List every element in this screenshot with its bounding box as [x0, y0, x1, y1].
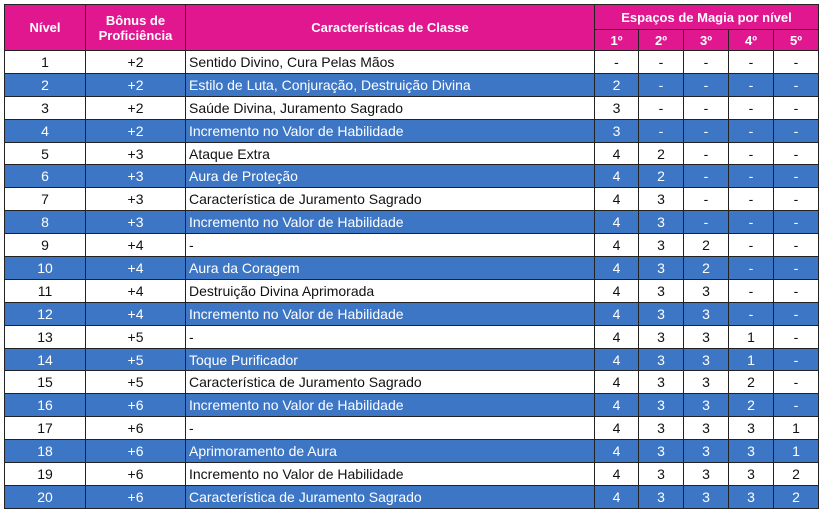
- slot-cell: 3: [729, 485, 774, 508]
- feature-cell: Característica de Juramento Sagrado: [186, 485, 595, 508]
- feature-cell: Destruição Divina Aprimorada: [186, 279, 595, 302]
- slot-cell: -: [774, 279, 819, 302]
- slot-cell: -: [774, 96, 819, 119]
- header-spell-slots: Espaços de Magia por nível: [595, 5, 819, 30]
- header-bonus-line1: Bônus de: [105, 12, 166, 28]
- header-slot-level: 5º: [774, 30, 819, 51]
- slot-cell: -: [729, 51, 774, 74]
- slot-cell: 3: [639, 485, 684, 508]
- bonus-cell: +5: [86, 371, 186, 394]
- slot-cell: 2: [595, 73, 639, 96]
- feature-cell: Incremento no Valor de Habilidade: [186, 302, 595, 325]
- slot-cell: 3: [639, 417, 684, 440]
- slot-cell: -: [684, 119, 729, 142]
- slot-cell: 1: [774, 417, 819, 440]
- table-row: [5, 440, 819, 463]
- table-row: [5, 463, 819, 486]
- slot-cell: 3: [729, 463, 774, 486]
- slot-cell: -: [774, 394, 819, 417]
- feature-cell: -: [186, 417, 595, 440]
- slot-cell: -: [729, 234, 774, 257]
- slot-cell: -: [684, 188, 729, 211]
- header-slot-level: 2º: [639, 30, 684, 51]
- bonus-cell: +5: [86, 325, 186, 348]
- paladin-progression-table: [4, 4, 819, 509]
- slot-cell: 3: [684, 417, 729, 440]
- slot-cell: 3: [729, 440, 774, 463]
- slot-cell: -: [684, 211, 729, 234]
- slot-cell: -: [729, 279, 774, 302]
- slot-cell: -: [774, 188, 819, 211]
- slot-cell: -: [729, 96, 774, 119]
- slot-cell: -: [729, 257, 774, 280]
- slot-cell: -: [729, 165, 774, 188]
- bonus-cell: +2: [86, 73, 186, 96]
- slot-cell: 3: [684, 279, 729, 302]
- level-cell: 12: [5, 302, 86, 325]
- feature-cell: -: [186, 325, 595, 348]
- slot-cell: -: [684, 73, 729, 96]
- slot-cell: 2: [774, 463, 819, 486]
- level-cell: 14: [5, 348, 86, 371]
- header-slot-level: 1º: [595, 30, 639, 51]
- slot-cell: 4: [595, 417, 639, 440]
- slot-cell: 4: [595, 302, 639, 325]
- level-cell: 9: [5, 234, 86, 257]
- slot-cell: -: [639, 51, 684, 74]
- bonus-cell: +2: [86, 96, 186, 119]
- level-cell: 6: [5, 165, 86, 188]
- slot-cell: 3: [684, 485, 729, 508]
- slot-cell: 4: [595, 348, 639, 371]
- table-row: [5, 165, 819, 188]
- level-cell: 15: [5, 371, 86, 394]
- table-row: [5, 211, 819, 234]
- level-cell: 11: [5, 279, 86, 302]
- slot-cell: 3: [595, 119, 639, 142]
- bonus-cell: +4: [86, 257, 186, 280]
- slot-cell: 1: [774, 440, 819, 463]
- table-row: [5, 279, 819, 302]
- level-cell: 8: [5, 211, 86, 234]
- table-row: [5, 485, 819, 508]
- slot-cell: -: [774, 325, 819, 348]
- slot-cell: 3: [684, 463, 729, 486]
- bonus-cell: +6: [86, 417, 186, 440]
- slot-cell: -: [684, 142, 729, 165]
- bonus-cell: +6: [86, 394, 186, 417]
- bonus-cell: +4: [86, 302, 186, 325]
- slot-cell: 3: [729, 417, 774, 440]
- slot-cell: 2: [774, 485, 819, 508]
- bonus-cell: +6: [86, 440, 186, 463]
- slot-cell: -: [639, 73, 684, 96]
- table-row: [5, 188, 819, 211]
- slot-cell: -: [729, 73, 774, 96]
- slot-cell: 2: [684, 257, 729, 280]
- slot-cell: 1: [729, 348, 774, 371]
- slot-cell: 3: [639, 188, 684, 211]
- header-features: Características de Classe: [186, 5, 595, 51]
- slot-cell: 4: [595, 463, 639, 486]
- slot-cell: 4: [595, 485, 639, 508]
- level-cell: 5: [5, 142, 86, 165]
- slot-cell: 4: [595, 142, 639, 165]
- feature-cell: Saúde Divina, Juramento Sagrado: [186, 96, 595, 119]
- slot-cell: -: [774, 257, 819, 280]
- level-cell: 19: [5, 463, 86, 486]
- feature-cell: Incremento no Valor de Habilidade: [186, 211, 595, 234]
- level-cell: 4: [5, 119, 86, 142]
- feature-cell: Incremento no Valor de Habilidade: [186, 463, 595, 486]
- slot-cell: -: [639, 96, 684, 119]
- level-cell: 13: [5, 325, 86, 348]
- slot-cell: 2: [639, 142, 684, 165]
- slot-cell: 3: [639, 463, 684, 486]
- bonus-cell: +3: [86, 188, 186, 211]
- feature-cell: Toque Purificador: [186, 348, 595, 371]
- bonus-cell: +4: [86, 279, 186, 302]
- table-body: [5, 51, 819, 509]
- slot-cell: 3: [639, 371, 684, 394]
- feature-cell: Característica de Juramento Sagrado: [186, 188, 595, 211]
- slot-cell: -: [639, 119, 684, 142]
- bonus-cell: +4: [86, 234, 186, 257]
- table-row: [5, 51, 819, 74]
- slot-cell: -: [774, 211, 819, 234]
- paladin-progression-table-container: [4, 4, 819, 509]
- level-cell: 10: [5, 257, 86, 280]
- bonus-cell: +6: [86, 463, 186, 486]
- slot-cell: -: [774, 73, 819, 96]
- feature-cell: Aprimoramento de Aura: [186, 440, 595, 463]
- slot-cell: -: [684, 96, 729, 119]
- table-row: [5, 348, 819, 371]
- level-cell: 18: [5, 440, 86, 463]
- slot-cell: 3: [639, 279, 684, 302]
- slot-cell: 3: [684, 325, 729, 348]
- slot-cell: 2: [639, 165, 684, 188]
- slot-cell: -: [729, 119, 774, 142]
- bonus-cell: +3: [86, 142, 186, 165]
- feature-cell: Sentido Divino, Cura Pelas Mãos: [186, 51, 595, 74]
- feature-cell: -: [186, 234, 595, 257]
- table-row: [5, 325, 819, 348]
- header-slot-level: 3º: [684, 30, 729, 51]
- slot-cell: 1: [729, 325, 774, 348]
- slot-cell: 3: [639, 440, 684, 463]
- slot-cell: 3: [639, 234, 684, 257]
- table-row: [5, 394, 819, 417]
- slot-cell: 3: [639, 302, 684, 325]
- slot-cell: 3: [639, 394, 684, 417]
- table-row: [5, 234, 819, 257]
- table-row: [5, 302, 819, 325]
- slot-cell: -: [774, 142, 819, 165]
- bonus-cell: +2: [86, 119, 186, 142]
- slot-cell: -: [729, 142, 774, 165]
- slot-cell: -: [774, 302, 819, 325]
- bonus-cell: +2: [86, 51, 186, 74]
- bonus-cell: +6: [86, 485, 186, 508]
- level-cell: 3: [5, 96, 86, 119]
- feature-cell: Estilo de Luta, Conjuração, Destruição Divina: [186, 73, 595, 96]
- slot-cell: 3: [684, 302, 729, 325]
- slot-cell: -: [729, 211, 774, 234]
- slot-cell: 4: [595, 325, 639, 348]
- feature-cell: Ataque Extra: [186, 142, 595, 165]
- feature-cell: Característica de Juramento Sagrado: [186, 371, 595, 394]
- slot-cell: -: [774, 348, 819, 371]
- slot-cell: -: [774, 51, 819, 74]
- header-bonus-line2: Proficiência: [98, 27, 173, 43]
- level-cell: 16: [5, 394, 86, 417]
- slot-cell: 3: [684, 348, 729, 371]
- table-row: [5, 371, 819, 394]
- slot-cell: 2: [684, 234, 729, 257]
- table-row: [5, 119, 819, 142]
- bonus-cell: +3: [86, 165, 186, 188]
- feature-cell: Incremento no Valor de Habilidade: [186, 119, 595, 142]
- slot-cell: -: [774, 165, 819, 188]
- feature-cell: Incremento no Valor de Habilidade: [186, 394, 595, 417]
- table-row: [5, 73, 819, 96]
- slot-cell: 2: [729, 394, 774, 417]
- slot-cell: 3: [639, 325, 684, 348]
- table-header: [5, 5, 819, 51]
- slot-cell: 4: [595, 188, 639, 211]
- feature-cell: Aura da Coragem: [186, 257, 595, 280]
- bonus-cell: +3: [86, 211, 186, 234]
- level-cell: 20: [5, 485, 86, 508]
- slot-cell: 4: [595, 211, 639, 234]
- slot-cell: 4: [595, 279, 639, 302]
- slot-cell: 4: [595, 371, 639, 394]
- slot-cell: 3: [684, 394, 729, 417]
- level-cell: 17: [5, 417, 86, 440]
- table-row: [5, 257, 819, 280]
- slot-cell: -: [774, 234, 819, 257]
- slot-cell: 3: [639, 211, 684, 234]
- slot-cell: 3: [684, 371, 729, 394]
- table-row: [5, 142, 819, 165]
- slot-cell: -: [684, 165, 729, 188]
- level-cell: 7: [5, 188, 86, 211]
- slot-cell: -: [595, 51, 639, 74]
- slot-cell: 4: [595, 165, 639, 188]
- header-bonus: [86, 5, 186, 51]
- table-row: [5, 417, 819, 440]
- slot-cell: 4: [595, 440, 639, 463]
- level-cell: 1: [5, 51, 86, 74]
- slot-cell: -: [684, 51, 729, 74]
- slot-cell: -: [774, 371, 819, 394]
- slot-cell: 4: [595, 234, 639, 257]
- feature-cell: Aura de Proteção: [186, 165, 595, 188]
- slot-cell: 3: [639, 348, 684, 371]
- bonus-cell: +5: [86, 348, 186, 371]
- slot-cell: -: [729, 302, 774, 325]
- level-cell: 2: [5, 73, 86, 96]
- table-row: [5, 96, 819, 119]
- slot-cell: 3: [639, 257, 684, 280]
- header-nivel: Nível: [5, 5, 86, 51]
- header-slot-level: 4º: [729, 30, 774, 51]
- slot-cell: 3: [595, 96, 639, 119]
- slot-cell: -: [774, 119, 819, 142]
- slot-cell: 4: [595, 394, 639, 417]
- slot-cell: 3: [684, 440, 729, 463]
- slot-cell: 4: [595, 257, 639, 280]
- slot-cell: 2: [729, 371, 774, 394]
- slot-cell: -: [729, 188, 774, 211]
